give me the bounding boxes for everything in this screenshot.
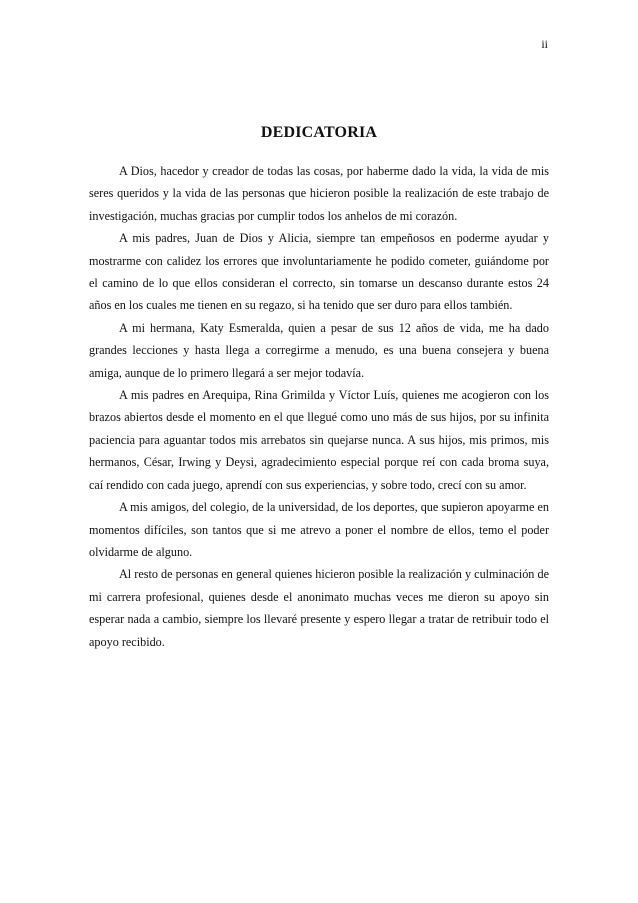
paragraph-friends: A mis amigos, del colegio, de la universidad, de los deportes, que supieron apoyarme en momentos difíciles, son tantos que si me atrevo a poner el nombre de ellos, temo el poder olvidarme de alguno. <box>89 500 549 559</box>
page-number: ii <box>541 37 548 51</box>
page-title: DEDICATORIA <box>260 124 378 141</box>
paragraph-sister: A mi hermana, Katy Esmeralda, quien a pesar de sus 12 años de vida, me ha dado grandes lecciones y hasta llega a corregirme a menudo, es una buena consejera y buena amiga, aunque de lo primero llegará a ser mejor todavía. <box>89 320 549 380</box>
dedication-body <box>89 160 549 653</box>
paragraph-arequipa-family: A mis padres en Arequipa, Rina Grimilda y Víctor Luís, quienes me acogieron con los brazos abiertos desde el momento en el que llegué como uno más de sus hijos, por su infinita paciencia para aguantar todos mis arrebatos sin quejarse nunca. A sus hijos, mis primos, mis hermanos, César, Irwing y Deysi, agradecimiento especial porque reí con cada broma suya, caí rendido con cada juego, aprendí con sus experiencias, y sobre todo, crecí con su amor. <box>89 388 549 492</box>
paragraph-god: A Dios, hacedor y creador de todas las cosas, por haberme dado la vida, la vida de mis seres queridos y la vida de las personas que hicieron posible la realización de este trabajo de investigación, muchas gracias por cumplir todos los anhelos de mi corazón. <box>89 164 549 223</box>
paragraph-parents: A mis padres, Juan de Dios y Alicia, siempre tan empeñosos en poderme ayudar y mostrarme con calidez los errores que involuntariamente he podido cometer, guiándome por el camino de lo que ellos consideran el correcto, sin tomarse un descanso durante estos 24 años en los cuales me tienen en su regazo, si ha tenido que ser duro para ellos también. <box>89 231 549 313</box>
paragraph-others: Al resto de personas en general quienes hicieron posible la realización y culminación de mi carrera profesional, quienes desde el anonimato muchas veces me dieron su apoyo sin esperar nada a cambio, siempre los llevaré presente y espero llegar a tratar de retribuir todo el apoyo recibido. <box>89 567 549 649</box>
